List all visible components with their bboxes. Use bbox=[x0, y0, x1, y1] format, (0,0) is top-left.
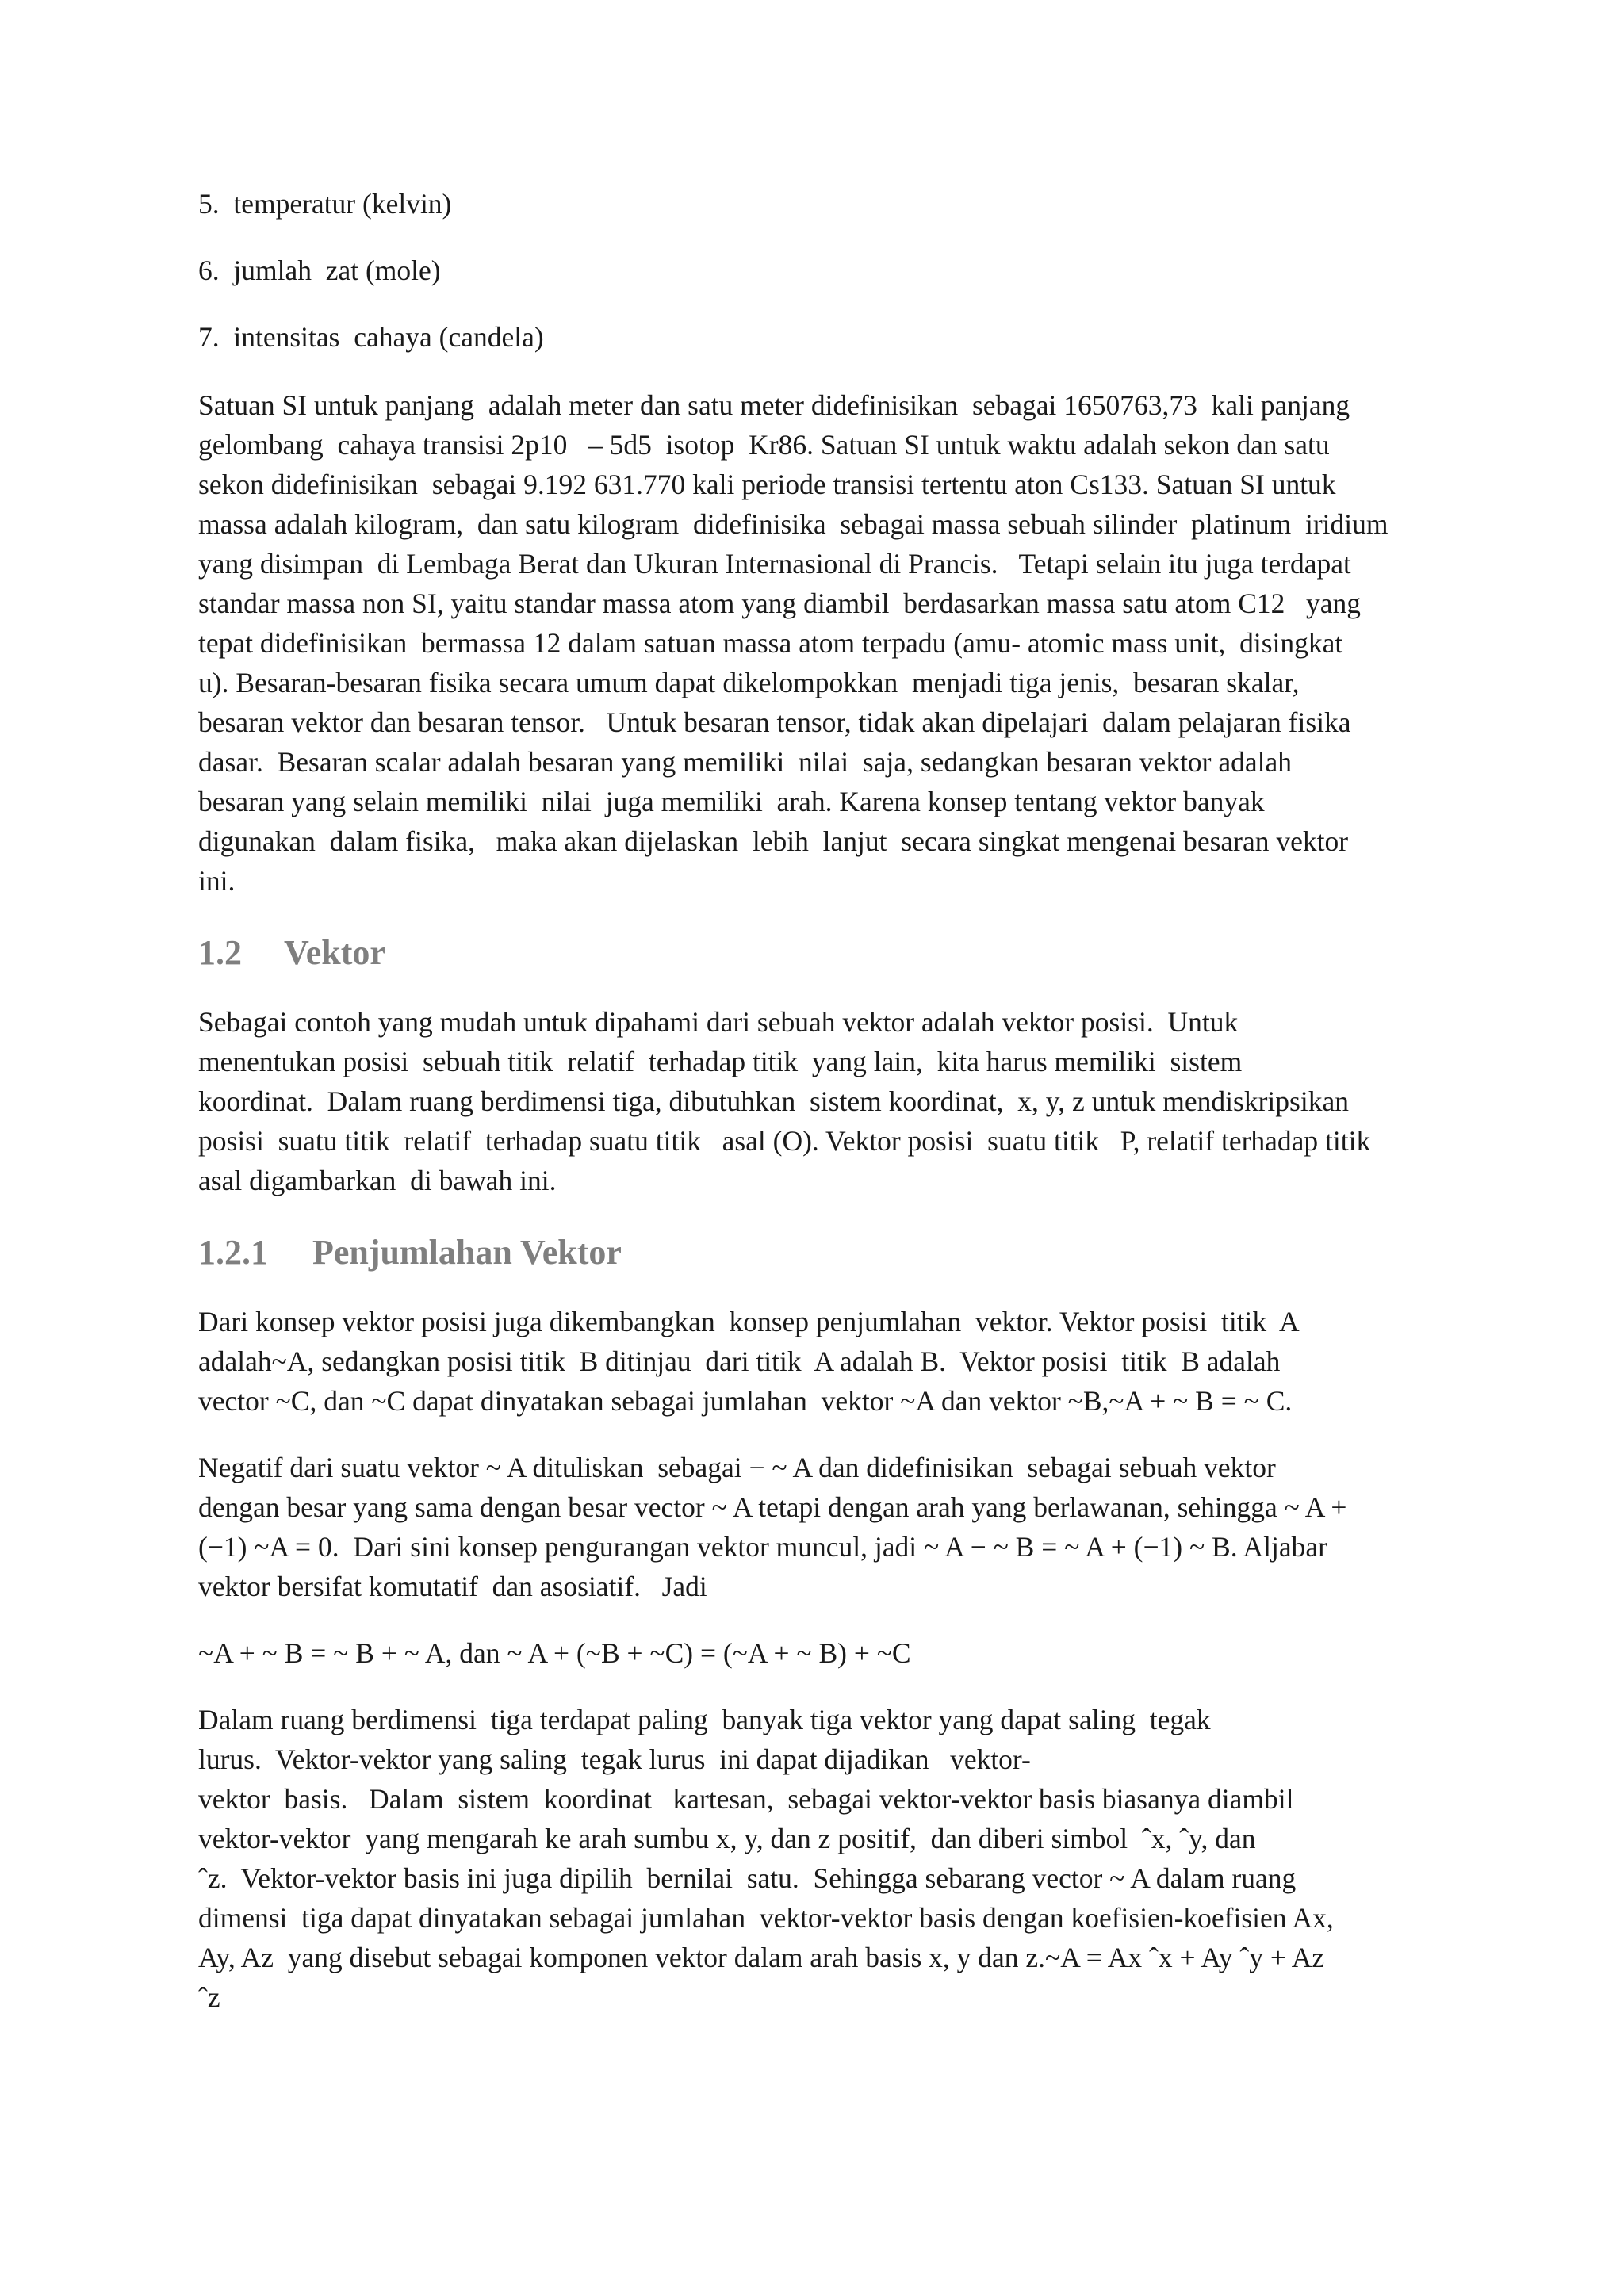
section-title: Vektor bbox=[284, 933, 385, 972]
paragraph-negative-vector: Negatif dari suatu vektor ~ A dituliskan sebagai − ~ A dan didefinisikan sebagai sebuah vektor dengan besar yang sama dengan besar vector ~ A tetapi dengan arah yang berlawanan, sehingga ~ A + (−1) ~A = 0. Dari sini konsep pengurangan vektor muncul, jadi ~ A − ~ B = ~ A + (−1) ~ B. Aljabar vektor bersifat komutatif dan asosiatif. Jadi bbox=[198, 1452, 1347, 1602]
paragraph-basis-vectors: Dalam ruang berdimensi tiga terdapat paling banyak tiga vektor yang dapat saling tegak lurus. Vektor-vektor yang saling tegak lurus ini dapat dijadikan vektor- vektor basis. Dalam sistem koordinat kartesan, sebagai vektor-vektor basis biasanya diambil vektor-vektor yang mengarah ke arah sumbu x, y, dan z positif, dan diberi simbol ˆx, ˆy, dan ˆz. Vektor-vektor basis ini juga dipilih bernilai satu. Sehingga sebarang vector ~ A dalam ruang dimensi tiga dapat dinyatakan sebagai jumlahan vektor-vektor basis dengan koefisien-koefisien Ax, Ay, Az yang disebut sebagai komponen vektor dalam arah basis x, y dan z.~A = Ax ˆx + Ay ˆy + Az ˆz bbox=[198, 1704, 1334, 2013]
paragraph-si-units: Satuan SI untuk panjang adalah meter dan satu meter didefinisikan sebagai 1650763,73 kali panjang gelombang cahaya transisi 2p10 – 5d5 isotop Kr86. Satuan SI untuk waktu adalah sekon dan satu sekon didefinisikan sebagai 9.192 631.770 kali periode transisi tertentu aton Cs133. Satuan SI untuk massa adalah kilogram, dan satu kilogram didefinisika sebagai massa sebuah silinder platinum iridium yang disimpan di Lembaga Berat dan Ukuran Internasional di Prancis. Tetapi selain itu juga terdapat standar massa non SI, yaitu standar massa atom yang diambil berdasarkan massa satu atom C12 yang tepat didefinisikan bermassa 12 dalam satuan massa atom terpadu (amu- atomic mass unit, disingkat u). Besaran-besaran fisika secara umum dapat dikelompokkan menjadi tiga jenis, besaran skalar, besaran vektor dan besaran tensor. Untuk besaran tensor, tidak akan dipelajari dalam pelajaran fisika dasar. Besaran scalar adalah besaran yang memiliki nilai saja, sedangkan besaran vektor adalah besaran yang selain memiliki nilai juga memiliki arah. Karena konsep tentang vektor banyak digunakan dalam fisika, maka akan dijelaskan lebih lanjut secara singkat mengenai besaran vektor ini. bbox=[198, 389, 1388, 897]
section-heading bbox=[198, 931, 1443, 975]
paragraph-vector-addition: Dari konsep vektor posisi juga dikembangkan konsep penjumlahan vektor. Vektor posisi titik A adalah~A, sedangkan posisi titik B ditinjau dari titik A adalah B. Vektor posisi titik B adalah vector ~C, dan ~C dapat dinyatakan sebagai jumlahan vektor ~A dan vektor ~B,~A + ~ B = ~ C. bbox=[198, 1306, 1300, 1417]
equation-commutative-associative: ~A + ~ B = ~ B + ~ A, dan ~ A + (~B + ~C) = (~A + ~ B) + ~C bbox=[198, 1637, 911, 1669]
subsection-heading bbox=[198, 1230, 1443, 1275]
subsection-number: 1.2.1 bbox=[198, 1233, 268, 1272]
list-item: 6. jumlah zat (mole) bbox=[198, 254, 441, 286]
section-number: 1.2 bbox=[198, 933, 242, 972]
list-item: 5. temperatur (kelvin) bbox=[198, 188, 452, 220]
paragraph-position-vector: Sebagai contoh yang mudah untuk dipahami dari sebuah vektor adalah vektor posisi. Untuk menentukan posisi sebuah titik relatif terhadap titik yang lain, kita harus memiliki sistem koordinat. Dalam ruang berdimensi tiga, dibutuhkan sistem koordinat, x, y, z untuk mendiskripsikan posisi suatu titik relatif terhadap suatu titik asal (O). Vektor posisi suatu titik P, relatif terhadap titik asal digambarkan di bawah ini. bbox=[198, 1006, 1371, 1196]
list-item: 7. intensitas cahaya (candela) bbox=[198, 321, 544, 353]
subsection-title: Penjumlahan Vektor bbox=[312, 1233, 622, 1272]
document-page bbox=[198, 184, 1443, 2047]
